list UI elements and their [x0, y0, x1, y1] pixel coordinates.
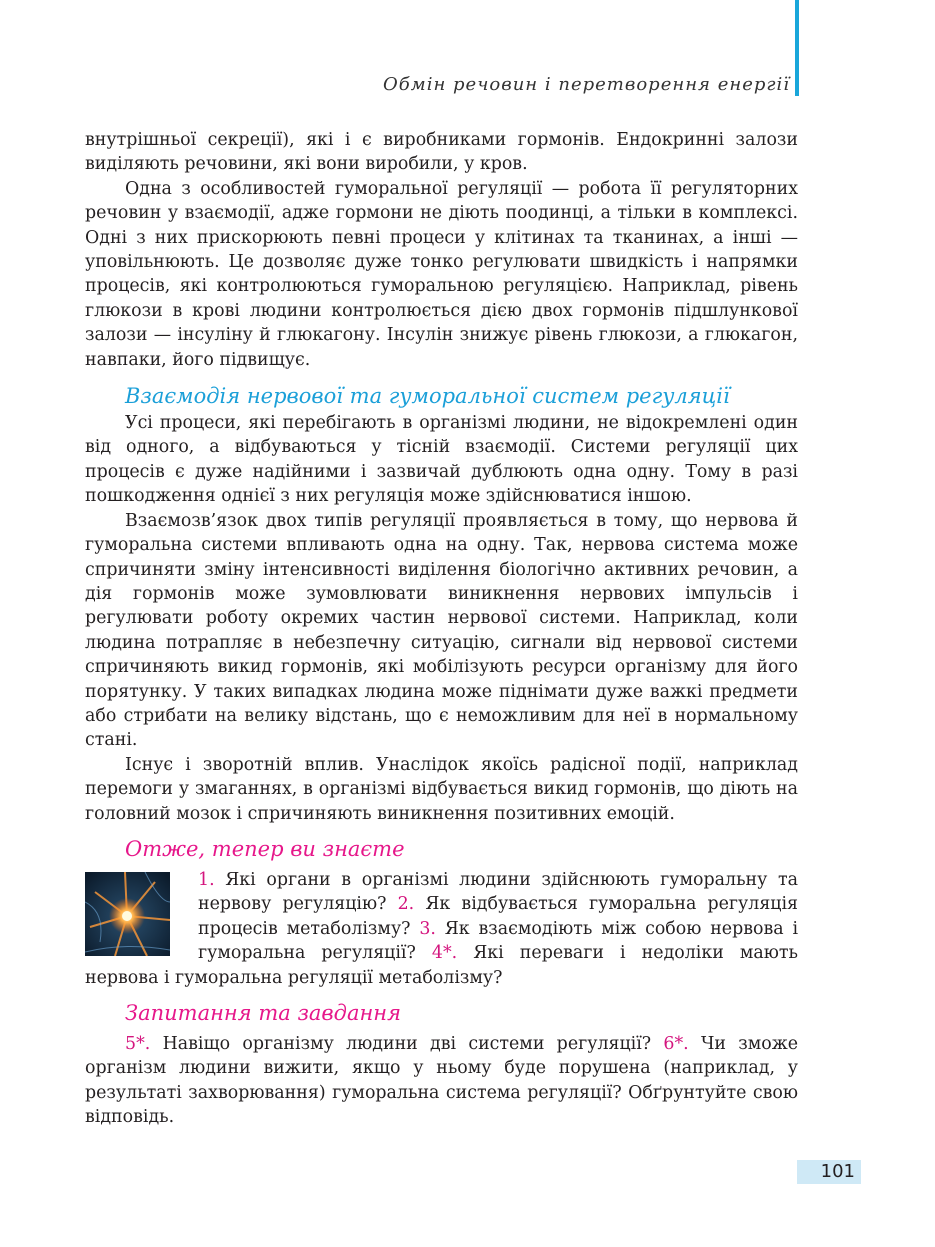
question-number: 3.	[419, 918, 436, 939]
task-text: Чи зможе організм людини вижити, якщо у ньому буде порушена (наприклад, у результаті захворювання) гуморальна система регуляції? Обґрунтуйте свою відповідь.	[85, 1034, 798, 1128]
paragraph: Взаємозв’язок двох типів регуляції проявляється в тому, що нервова й гуморальна системи впливають одна на одну. Так, нервова система може спричиняти зміну інтенсивності виділення біологічно активних речовин, а дія гормонів може зумовлювати виникнення нервових імпульсів і регулювати роботу окремих частин нервової системи. Наприклад, коли людина потрапляє в небезпечну ситуацію, сигнали від нервової системи спричиняють викид гормонів, які мобілізують ресурси організму для його порятунку. У таких випадках людина може піднімати дуже важкі предмети або стрибати на велику відстань, що є неможливим для неї в нормальному стані.	[85, 510, 798, 751]
page-number: 101	[797, 1160, 861, 1184]
paragraph: Одна з особливостей гуморальної регуляції — робота її регуляторних речовин у взаємодії, адже гормони не діють поодинці, а тільки в комплексі. Одні з них прискорюють певні процеси у клітинах та тканинах, а інші — уповільнюють. Це дозволяє дуже тонко регулювати швидкість і напрямки процесів, які контролюються гуморальною регуляцією. Наприклад, рівень глюкози в крові людини контролюється дією двох гормонів підшлункової залози — інсуліну й глюкагону. Інсулін знижує рівень глюкози, а глюкагон, навпаки, його підвищує.	[85, 178, 798, 370]
question-text: Які органи в організмі людини здійснюють гуморальну та нервову регуляцію?	[198, 869, 799, 915]
question-number: 1.	[198, 869, 215, 890]
section-heading-interaction: Взаємодія нервової та гуморальної систем регуляції	[125, 384, 730, 409]
task-number: 6*.	[663, 1034, 689, 1054]
question-text: Як взаємодіють між собою нервова і гуморальна регуляції?	[198, 918, 799, 964]
neuron-illustration-icon	[85, 872, 170, 956]
task-number: 5*.	[125, 1034, 151, 1054]
question-number: 2.	[397, 894, 415, 915]
header-accent-rule	[795, 0, 799, 96]
section-heading-summary: Отже, тепер ви знаєте	[125, 836, 405, 861]
summary-questions	[85, 868, 798, 990]
question-number: 4*.	[431, 943, 458, 964]
page-content	[85, 128, 798, 1130]
running-header: Обмін речовин і перетворення енергії	[383, 74, 790, 95]
section-heading-tasks: Запитання та завдання	[125, 1001, 402, 1025]
task-text: Навіщо організму людини дві системи регуляції?	[162, 1034, 652, 1054]
question-text: Як відбувається гуморальна регуляція процесів метаболізму?	[198, 894, 799, 939]
paragraph: Існує і зворотній вплив. Унаслідок якоїсь радісної події, наприклад перемоги у змаганнях, в організмі відбувається викид гормонів, що діють на головний мозок і спричиняють виникнення позитивних емоцій.	[85, 754, 798, 824]
paragraph: Усі процеси, які перебігають в організмі людини, не відокремлені один від одного, а відбуваються у тісній взаємодії. Системи регуляції цих процесів є дуже надійними і зазвичай дублюють одна одну. Тому в разі пошкодження однієї з них регуляція може здійснюватися іншою.	[85, 413, 798, 507]
question-text: Які переваги і недоліки мають нервова і гуморальна регуляції метаболізму?	[85, 943, 799, 988]
paragraph: внутрішньої секреції), які і є виробниками гормонів. Ендокринні залози виділяють речовини, які вони виробили, у кров.	[85, 130, 798, 175]
